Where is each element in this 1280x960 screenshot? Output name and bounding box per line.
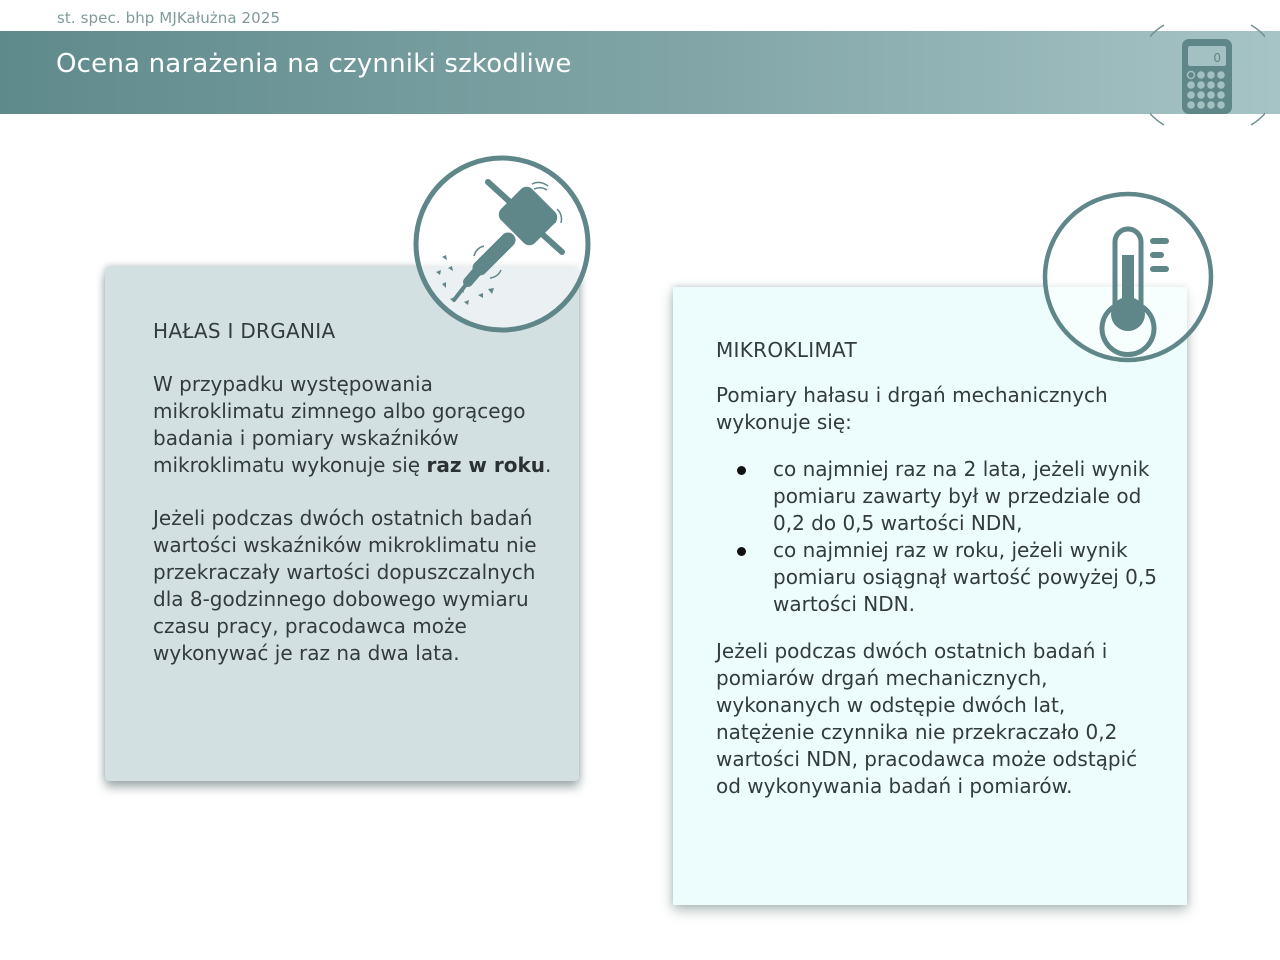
bullet-icon (737, 466, 746, 475)
card-intro: Pomiary hałasu i drgań mechanicznych wykonuje się: (716, 383, 1108, 434)
card-heading: MIKROKLIMAT (716, 338, 857, 362)
list-item (716, 456, 1166, 537)
bullet-list (716, 456, 1166, 618)
card-paragraph: Jeżeli podczas dwóch ostatnich badań wartości wskaźników mikroklimatu nie przekraczały wartości dopuszczalnych dla 8-godzinnego dobowego wymiaru czasu pracy, pracodawca może wykonywać je raz na dwa lata. (153, 506, 537, 665)
card-heading: HAŁAS I DRGANIA (153, 319, 336, 343)
emphasis-text: raz w roku (426, 453, 546, 477)
thermometer-icon (1041, 190, 1215, 364)
list-item-text: co najmniej raz na 2 lata, jeżeli wynik pomiaru zawarty był w przedziale od 0,2 do 0,5 wartości NDN, (773, 457, 1150, 535)
noise-vibration-card (105, 267, 579, 781)
list-item-text: co najmniej raz w roku, jeżeli wynik pomiaru osiągnął wartość powyżej 0,5 wartości NDN. (773, 538, 1157, 616)
calculator-icon (1150, 20, 1265, 130)
paragraph-text: . (545, 453, 552, 477)
author-credit: st. spec. bhp MJKałużna 2025 (57, 9, 281, 27)
card-paragraph: Jeżeli podczas dwóch ostatnich badań i pomiarów drgań mechanicznych, wykonanych w odstępie dwóch lat, natężenie czynnika nie przekraczało 0,2 wartości NDN, pracodawca może odstąpić od wykonywania badań i pomiarów. (716, 639, 1138, 798)
list-item (716, 537, 1166, 618)
paragraph-text: W przypadku występowania mikroklimatu zimnego albo gorącego badania i pomiary wskaźników mikroklimatu wykonuje się (153, 372, 526, 477)
page-title: Ocena narażenia na czynniki szkodliwe (56, 49, 572, 79)
card-paragraph (153, 371, 563, 479)
bullet-icon (737, 547, 746, 556)
jackhammer-icon (412, 154, 592, 334)
microclimate-card (673, 287, 1187, 905)
calculator-display: 0 (1213, 51, 1221, 65)
